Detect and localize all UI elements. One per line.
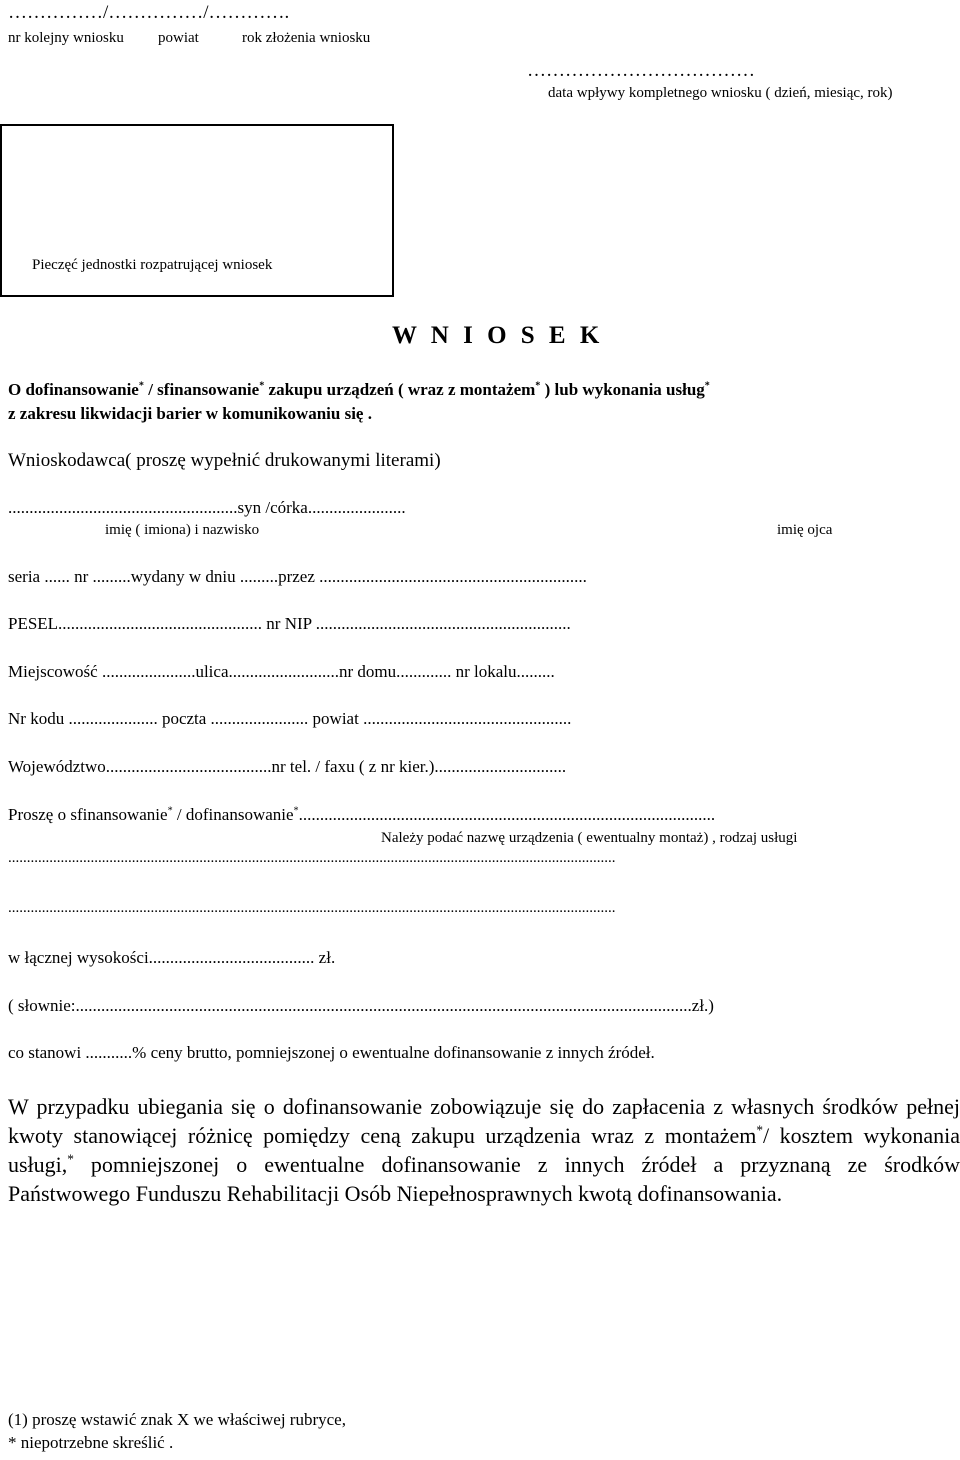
- postal-field[interactable]: Nr kodu ..................... poczta ....................... powiat .................................................: [8, 709, 572, 728]
- words-suffix: zł.): [691, 996, 714, 1015]
- asterisk-mark: *: [756, 1122, 763, 1138]
- request-dots: ..................................................................................................: [298, 805, 716, 824]
- request-middle: / dofinansowanie: [172, 805, 294, 824]
- pesel-nip-field[interactable]: PESEL................................................ nr NIP ............................................................: [8, 614, 571, 633]
- registration-number-caption: nr kolejny wniosku: [8, 30, 124, 46]
- words-dots: .................................................................................................................................................: [75, 996, 692, 1015]
- footnote-2: * niepotrzebne skreślić .: [8, 1433, 174, 1452]
- subject-part-2: / sfinansowanie: [143, 380, 260, 399]
- subject-line-1: [8, 380, 710, 400]
- footnote-1: (1) proszę wstawić znak X we właściwej rubryce,: [8, 1410, 346, 1429]
- percent-field[interactable]: co stanowi ...........% ceny brutto, pomniejszonej o ewentualne dofinansowanie z innych źródeł.: [8, 1043, 655, 1062]
- subject-line-2: z zakresu likwidacji barier w komunikowaniu się .: [8, 404, 372, 423]
- address-field[interactable]: Miejscowość ......................ulica..........................nr domu............. nr lokalu.........: [8, 662, 555, 681]
- asterisk-mark: *: [67, 1151, 74, 1167]
- device-description-line-2[interactable]: ..................................................................................................................................................................: [8, 900, 616, 916]
- asterisk-mark: *: [167, 805, 173, 817]
- device-description-line-1[interactable]: ..................................................................................................................................................................: [8, 850, 616, 866]
- asterisk-mark: *: [704, 380, 710, 392]
- declaration-part-3: pomniejszonej o ewentualne dofinansowanie z innych źródeł a przyznaną ze środków Państwowego Funduszu Rehabilitacji Osób Niepełnosprawnych kwotą dofinansowania.: [8, 1152, 960, 1206]
- request-prefix: Proszę o sfinansowanie: [8, 805, 168, 824]
- registration-number-line[interactable]: ……………/……………/………….: [8, 2, 290, 23]
- name-caption: imię ( imiona) i nazwisko: [105, 522, 260, 538]
- asterisk-mark: *: [138, 380, 144, 392]
- district-caption: powiat: [158, 30, 199, 46]
- asterisk-mark: *: [259, 380, 265, 392]
- year-caption: rok złożenia wniosku: [242, 30, 371, 46]
- subject-part-3: zakupu urządzeń ( wraz z montażem: [264, 380, 536, 399]
- asterisk-mark: *: [535, 380, 541, 392]
- subject-part-4: ) lub wykonania usług: [540, 380, 705, 399]
- request-caption: Należy podać nazwę urządzenia ( ewentualny montaż) , rodzaj usługi: [381, 830, 798, 846]
- date-received-line[interactable]: ………………………………: [527, 60, 755, 81]
- request-line[interactable]: [8, 805, 715, 825]
- declaration-paragraph: [8, 1092, 960, 1208]
- stamp-box: [0, 124, 394, 297]
- voivodeship-phone-field[interactable]: Województwo.......................................nr tel. / faxu ( z nr kier.)...............................: [8, 757, 567, 776]
- declaration-part-1: W przypadku ubiegania się o dofinansowanie zobowiązuje się do zapłacenia z własnych środków pełnej kwoty stanowiącej różnicę pomiędzy ceną zakupu urządzenia wraz z montażem: [8, 1094, 960, 1148]
- id-document-field[interactable]: seria ...... nr .........wydany w dniu .........przez ...............................................................: [8, 567, 587, 586]
- total-amount-field[interactable]: w łącznej wysokości....................................... zł.: [8, 948, 336, 967]
- stamp-caption: Pieczęć jednostki rozpatrującej wniosek: [32, 257, 273, 273]
- document-title: W N I O S E K: [392, 322, 604, 349]
- subject-part-1: O dofinansowanie: [8, 380, 139, 399]
- date-received-caption: data wpływy kompletnego wniosku ( dzień, miesiąc, rok): [548, 85, 893, 101]
- applicant-name-field[interactable]: ......................................................syn /córka.......................: [8, 498, 406, 517]
- asterisk-mark: *: [293, 805, 299, 817]
- amount-in-words-field[interactable]: [8, 996, 960, 1016]
- father-name-caption: imię ojca: [777, 522, 833, 538]
- declaration-part-2: / kosztem wykonania usługi,: [8, 1123, 960, 1177]
- applicant-intro: Wnioskodawca( proszę wypełnić drukowanymi literami): [8, 450, 441, 471]
- words-prefix: ( słownie:: [8, 996, 76, 1015]
